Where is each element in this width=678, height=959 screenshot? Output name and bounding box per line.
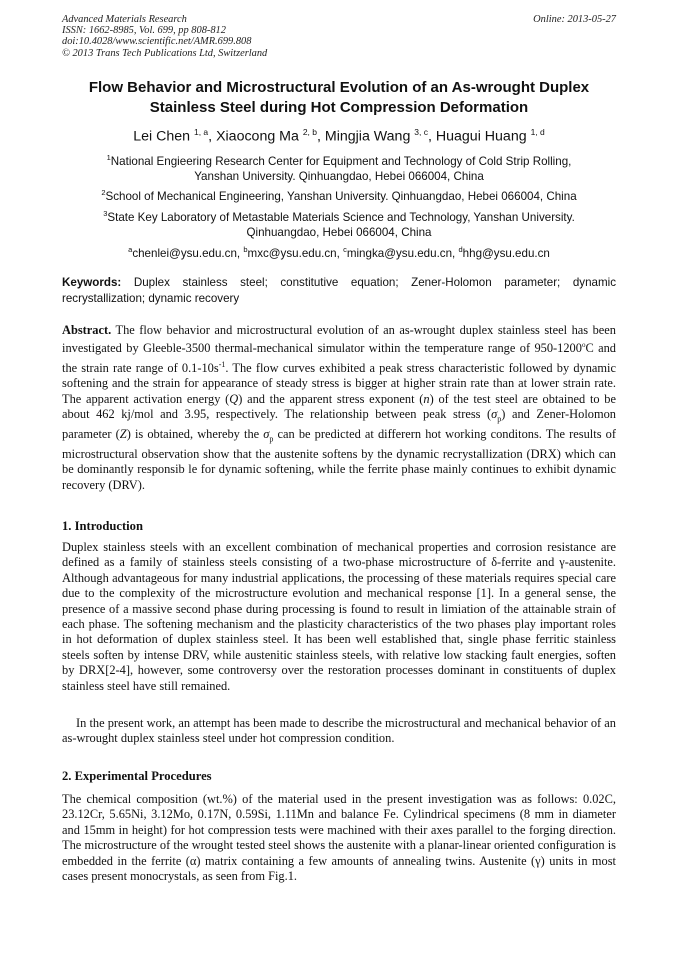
abstract-text: ) and the apparent stress exponent (: [238, 391, 424, 406]
keywords-text: Duplex stainless steel; constitutive equation; Zener-Holomon parameter; dynamic recrystallization; dynamic recovery: [62, 276, 616, 305]
keywords: [62, 275, 616, 306]
affiliation-line: Qinhuangdao, Hebei 066004, China: [246, 226, 432, 240]
copyright-line: © 2013 Trans Tech Publications Ltd, Switzerland: [62, 47, 268, 59]
email-address[interactable]: chenlei@ysu.edu.cn: [132, 246, 237, 260]
title-line-1: Flow Behavior and Microstructural Evolution of an As-wrought Duplex: [88, 79, 590, 96]
title-line-2: Stainless Steel during Hot Compression Deformation: [149, 99, 529, 116]
affiliation-sup: 1: [106, 153, 111, 162]
abstract: [62, 323, 616, 493]
abstract-text: can be predicted at differern hot working conditons. The results of microstructural observation show that the austenite softens by the dynamic recrystallization (DRX) which can be dominantly responsib le for dynamic softening, while the ferrite phase mainly continues to exhibit dynamic recovery (DRV).: [62, 427, 616, 492]
email-sup: b: [243, 245, 248, 254]
email-sup: a: [128, 245, 133, 254]
introduction-paragraph-2: [62, 716, 616, 747]
author-name: Xiaocong Ma: [216, 128, 299, 145]
symbol-sigma: σ: [491, 407, 498, 422]
author-affil-sup: 1, a: [193, 127, 209, 137]
keywords-label: Keywords:: [62, 276, 122, 289]
email-sup: d: [458, 245, 463, 254]
email-address[interactable]: mingka@ysu.edu.cn: [346, 246, 453, 260]
section-heading-introduction: 1. Introduction: [62, 519, 143, 533]
author-list: Lei Chen $^{1, a}$, Xiaocong Ma $^{2, b}$, Mingjia Wang $^{3, c}$, Huagui Huang $^{1, d}$: [133, 127, 545, 145]
abstract-text: ) is obtained, whereby the: [126, 427, 264, 442]
email-address[interactable]: mxc@ysu.edu.cn: [247, 246, 337, 260]
affiliation-line: School of Mechanical Engineering, Yanshan University. Qinhuangdao, Hebei 066004, China: [105, 189, 577, 203]
affiliation-2: [70, 185, 608, 204]
journal-header: [62, 14, 616, 59]
affiliation-sup: 3: [103, 209, 108, 218]
journal-name: Advanced Materials Research: [62, 14, 187, 25]
online-date: Online: 2013-05-27: [533, 14, 616, 25]
paper-title: [62, 78, 616, 118]
affiliation-1: [70, 150, 608, 185]
abstract-text: ) and Zener-Holomon parameter (: [62, 407, 616, 442]
abstract-text: The flow behavior and microstructural evolution of an as-wrought duplex stainless steel has been investigated by Gleeble-3500 thermal-mechanical simulator within the temperature range of 950-1200: [62, 323, 616, 356]
symbol-z: Z: [119, 427, 127, 442]
exponent-sup: -1: [218, 359, 226, 369]
abstract-label: Abstract.: [62, 323, 112, 337]
affiliation-line: State Key Laboratory of Metastable Materials Science and Technology, Yanshan University.: [107, 210, 575, 224]
affiliation-line: National Engieering Research Center for Equipment and Technology of Cold Strip Rolling,: [110, 154, 572, 168]
experimental-paragraph-1: The chemical composition (wt.%) of the material used in the present investigation was as follows: 0.02C, 23.12Cr, 5.65Ni, 3.12Mo, 0.17N, 0.59Si, 1.11Mn and balance Fe. Cylindrical specimens (8 mm in diameter and 15mm in height) for hot compression tests were machined with their axes parallel to the forging direction. The microstructure of the wrought tested steel shows the austenite with a planar-linear oriented configuration is embedded in the ferrite (α) matrix containing a few amounts of annealing twins. Austenite (γ) units in most cases present monocrystals, as seen from Fig.1.: [62, 792, 616, 884]
author-name: Lei Chen: [133, 128, 191, 145]
symbol-sub: p: [497, 414, 502, 424]
affiliation-sup: 2: [101, 188, 106, 197]
email-list: $^a$chenlei@ysu.edu.cn, $^b$mxc@ysu.edu.cn, $^c$mingka@ysu.edu.cn, $^d$hhg@ysu.edu.cn: [128, 245, 550, 260]
symbol-n: n: [423, 391, 430, 406]
author-affil-sup: 2, b: [302, 127, 318, 137]
introduction-paragraph-1: Duplex stainless steels with an excellent combination of mechanical properties and corrosion resistance are defined as a family of stainless steels consisting of a two-phase microstructure of δ-ferrite and γ-austenite. Although advantageous for many industrial applications, the processing of these materials requires special care due to the complexity of the microstructure evolution and mechanical response [1]. In a general sense, the presence of a massive second phase during processing is found to result in limiation of the attainable strain of each phase. The softening mechanism and the plasticity characteristics of the two phases play important roles in hot deformation of duplex stainless steel. It has been well established that, single phase ferritic stainless steels soften by intense DRV, while austenitic stainless steels, with relative low stacking fault energies, soften by DRX[2-4], however, some controversy over the restoration processes dominant in constituents of duplex stainless steel have still remained.: [62, 540, 616, 693]
author-affil-sup: 1, d: [530, 127, 545, 137]
abstract-text: C and the strain rate range of 0.1-10s: [62, 341, 616, 376]
affiliation-line: Yanshan University. Qinhuangdao, Hebei 066004, China: [194, 170, 484, 184]
author-affil-sup: 3, c: [414, 127, 428, 137]
abstract-text: . The flow curves exhibited a peak stress characteristic followed by dynamic softening and the strain for appearance of steady stress is bigger at higher strain rate than at lower strain rate. The apparent activation energy (: [62, 361, 616, 406]
symbol-sigma: σ: [263, 427, 270, 442]
issn-line: ISSN: 1662-8985, Vol. 699, pp 808-812: [62, 25, 226, 37]
introduction-text: In the present work, an attempt has been made to describe the microstructural and mechanical behavior of an as-wrought duplex stainless steel under hot compression condition.: [62, 716, 616, 746]
email-address[interactable]: hhg@ysu.edu.cn: [462, 246, 550, 260]
symbol-q: Q: [229, 391, 239, 406]
author-name: Huagui Huang: [435, 128, 527, 145]
symbol-sub: p: [269, 434, 274, 444]
email-sup: c: [343, 245, 347, 254]
degree-sup: o: [581, 341, 586, 350]
abstract-text: ) of the test steel are obtained to be about 462 kj/mol and 3.95, respectively. The relationship between peak stress (: [62, 391, 616, 422]
section-heading-experimental: 2. Experimental Procedures: [62, 769, 212, 783]
author-name: Mingjia Wang: [324, 128, 411, 145]
affiliation-3: [70, 206, 608, 241]
doi-line: doi:10.4028/www.scientific.net/AMR.699.808: [62, 36, 252, 48]
